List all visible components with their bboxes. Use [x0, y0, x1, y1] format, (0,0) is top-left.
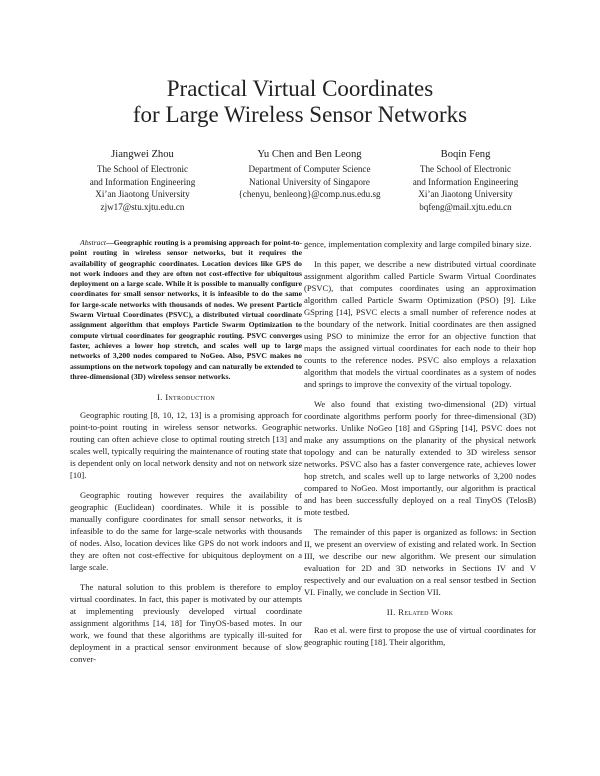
author-block-1 [55, 148, 230, 213]
author-affiliation: and Information Engineering [89, 176, 196, 187]
author-affiliation: National University of Singapore [249, 176, 370, 187]
author-name: Boqin Feng [440, 149, 491, 160]
section-numeral: I. [156, 392, 163, 403]
section-title: Introduction [165, 392, 216, 403]
right-column [304, 238, 536, 656]
author-affiliation: and Information Engineering [412, 176, 519, 187]
body-paragraph: The natural solution to this problem is therefore to employ virtual coordinates. In fact, this paper is motivated by our attempts at implementing previously developed virtual coordinate assignment algorithms [14, 18] for TinyOS-based motes. In our work, we found that these algorithms are typically ill-suited for deployment in a practical sensor environment because of slow conver- [70, 582, 302, 665]
abstract-text: —Geographic routing is a promising approach for point-to-point routing in wireless sensor networks, but it requires the availability of geographic coordinates. Location devices like GPS do not work indoors and they are often not cost-effective for ubiquitous deployment on a large scale. While it is possible to manually configure coordinates for small sensor networks, it is infeasible to do the same for large-scale networks with thousands of nodes. We present Particle Swarm Virtual Coordinates (PSVC), a distributed virtual coordinate assignment algorithm that employs Particle Swarm Optimization to compute virtual coordinates for geographic routing. PSVC converges faster, achieves a lower hop stretch, and scales well up to large networks of 3,200 nodes compared to NoGeo. Also, PSVC makes no assumptions on the network topology and can naturally be extended to three-dimensional (3D) wireless sensor networks. [70, 238, 302, 381]
author-name: Jiangwei Zhou [111, 149, 174, 160]
author-block-3 [378, 148, 553, 213]
section-heading-related-work [304, 606, 536, 618]
body-paragraph: Geographic routing [8, 10, 12, 13] is a promising approach for point-to-point routing in wireless sensor networks. Geographic routing can often achieve close to optimal routing stretch [13] and scales well, typically requiring the maintenance of routing state that is dependent only on local network density and not on network size [10]. [70, 410, 302, 481]
section-title: Related Work [398, 607, 454, 617]
body-paragraph: In this paper, we describe a new distributed virtual coordinate assignment algorithm called Particle Swarm Virtual Coordinates (PSVC), that computes coordinates using an approximation algorithm called Particle Swarm Optimization (PSO) [9]. Like GSpring [14], PSVC elects a small number of reference nodes at the boundary of the network. Initial coordinates are then assigned using PSO to minimize the error for an objective function that maps the assigned virtual coordinates for each node to their hop counts to the reference nodes. PSVC also employs a relaxation algorithm that models the virtual coordinates as a system of nodes and springs to improve the convexity of the virtual topology. [304, 259, 536, 389]
body-paragraph: Rao et al. were first to propose the use of virtual coordinates for geographic routing [18]. Their algorithm, [304, 625, 536, 647]
section-numeral: II. [386, 607, 396, 617]
author-name: Yu Chen and Ben Leong [257, 149, 362, 160]
body-paragraph: Geographic routing however requires the availability of geographic (Euclidean) coordinates. While it is possible to manually configure coordinates for small sensor networks, it is infeasible to do the same for large-scale networks with thousands of nodes. Also, location devices like GPS do not work indoors and they are often not cost-effective for ubiquitous deployment on a large scale. [70, 490, 302, 573]
author-affiliation: Xi’an Jiaotong University [418, 189, 513, 200]
author-email: bqfeng@mail.xjtu.edu.cn [419, 201, 512, 212]
author-affiliation: Xi’an Jiaotong University [95, 189, 190, 200]
abstract-label: Abstract [80, 238, 107, 247]
author-email: zjw17@stu.xjtu.edu.cn [100, 201, 185, 212]
abstract [70, 238, 302, 382]
author-affiliation: The School of Electronic [96, 164, 189, 174]
left-column [70, 238, 302, 673]
author-block-2 [222, 148, 397, 201]
author-email: {chenyu, benleong}@comp.nus.edu.sg [238, 189, 381, 200]
author-affiliation: Department of Computer Science [248, 164, 371, 174]
paper-title-line-1: Practical Virtual Coordinates [166, 76, 434, 101]
body-paragraph: gence, implementation complexity and large compiled binary size. [304, 239, 532, 249]
author-affiliation: The School of Electronic [419, 164, 512, 174]
body-paragraph: We also found that existing two-dimensional (2D) virtual coordinate algorithms perform poorly for three-dimensional (3D) networks. Unlike NoGeo [18] and GSpring [14], PSVC does not make any assumptions on the planarity of the physical network topology and can be naturally extended to 3D wireless sensor networks. PSVC also has a faster convergence rate, achieves lower hop stretch, and scales well up to large networks of 3,200 nodes compared to NoGeo. Most importantly, our algorithm is practical and has been successfully deployed on a real TinyOS (TelosB) mote testbed. [304, 399, 536, 517]
section-heading-introduction [70, 391, 302, 403]
body-paragraph: The remainder of this paper is organized as follows: in Section II, we present an overview of existing and related work. In Section III, we describe our new algorithm. We present our simulation evaluation for 2D and 3D networks in Sections IV and V respectively and our evaluation on a real sensor testbed in Section VI. Finally, we conclude in Section VII. [304, 527, 536, 597]
paper-title-line-2: for Large Wireless Sensor Networks [132, 102, 468, 127]
